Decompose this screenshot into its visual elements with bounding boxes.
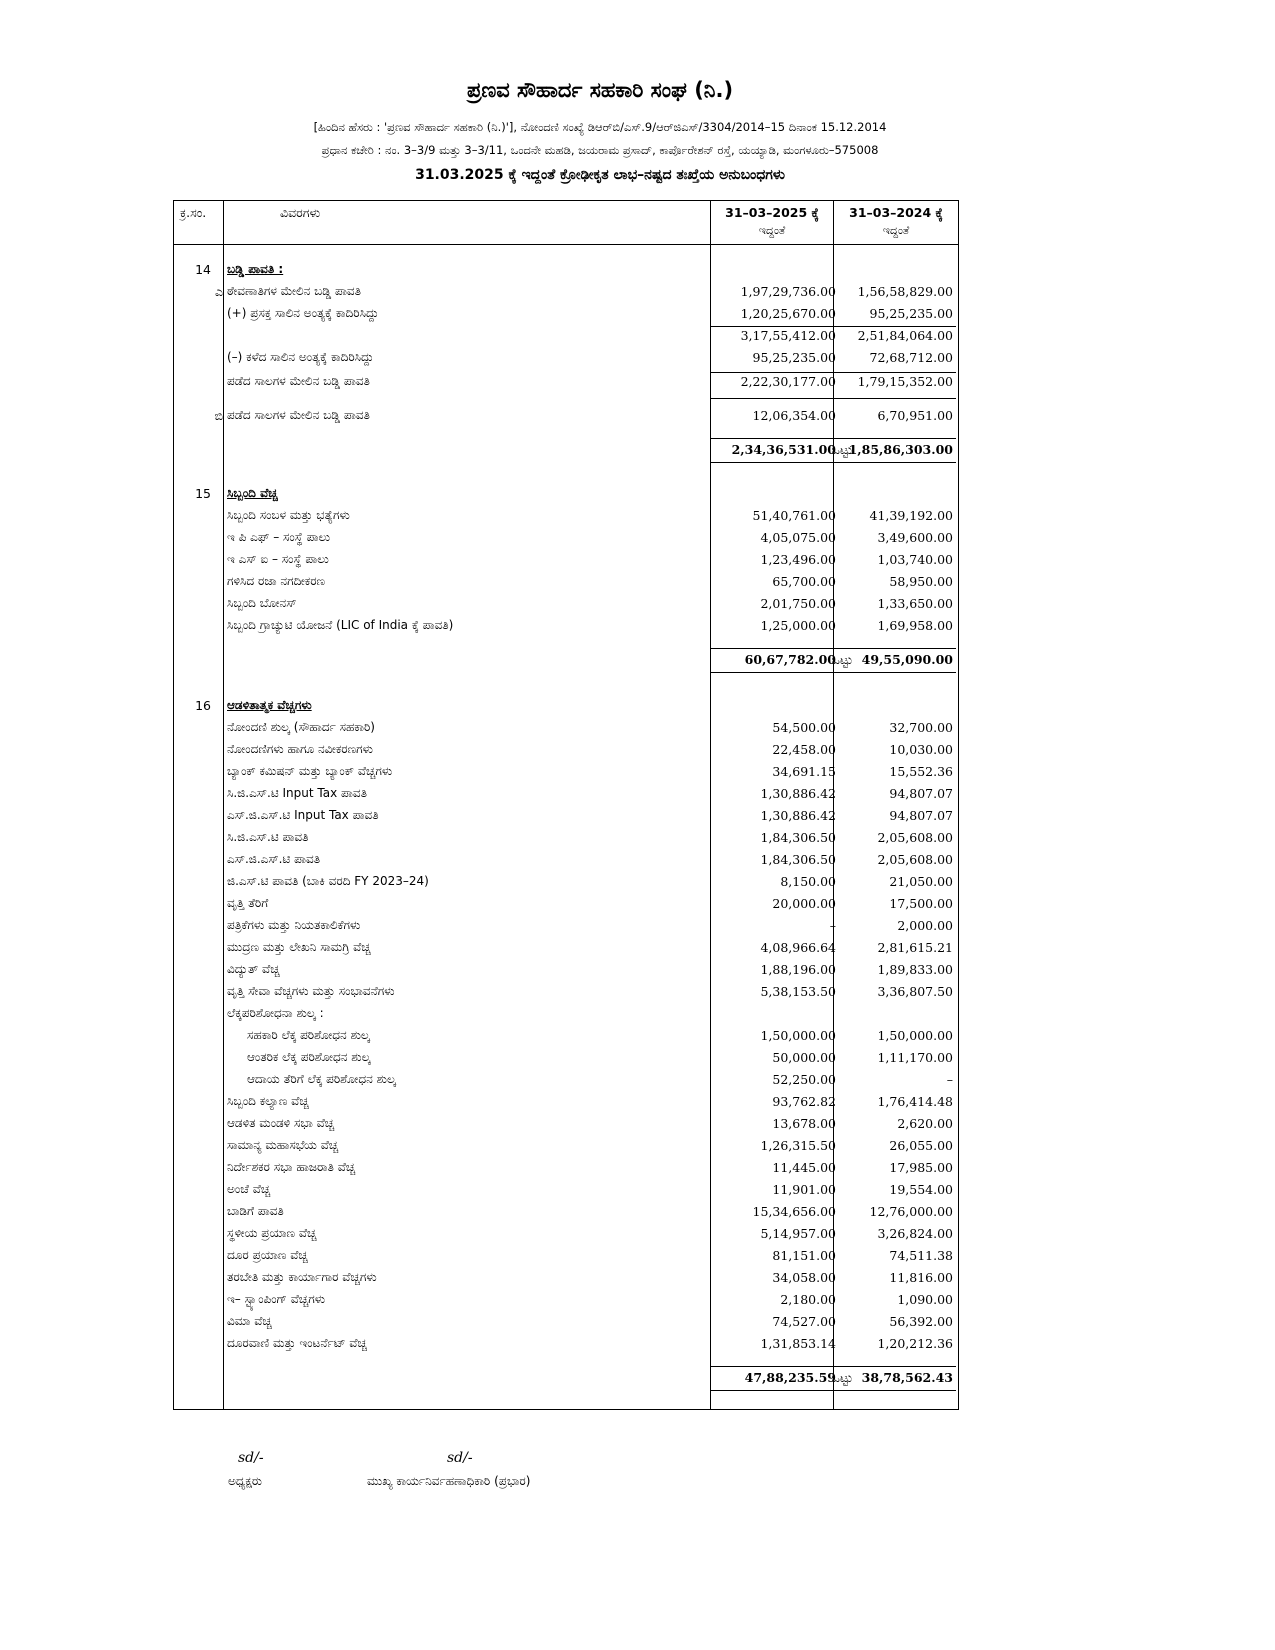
amount-2025: 11,901.00 xyxy=(772,1182,836,1197)
particulars-text: ಸಿ.ಜಿ.ಎಸ್.ಟಿ Input Tax ಪಾವತಿ xyxy=(227,786,367,800)
table-row xyxy=(173,552,959,574)
table-row xyxy=(173,1292,959,1314)
table-row xyxy=(173,764,959,786)
particulars-text: ಬಾಡಿಗೆ ಪಾವತಿ xyxy=(227,1204,284,1218)
particulars-text: ಸಿ.ಜಿ.ಎಸ್.ಟಿ ಪಾವತಿ xyxy=(227,830,309,844)
amount-2024: 1,20,212.36 xyxy=(877,1336,953,1351)
amount-2024: 3,36,807.50 xyxy=(877,984,953,999)
amount-2024: 32,700.00 xyxy=(889,720,953,735)
particulars-text: ಎಸ್.ಜಿ.ಎಸ್.ಟಿ ಪಾವತಿ xyxy=(227,852,321,866)
amount-2025: 22,458.00 xyxy=(772,742,836,757)
table-row xyxy=(173,596,959,618)
particulars-text: ವಿದ್ಯುತ್ ವೆಚ್ಚ xyxy=(227,962,280,976)
subtotal-rule xyxy=(710,648,956,649)
particulars-text: ಸಿಬ್ಬಂದಿ ಬೋನಸ್ xyxy=(227,596,297,610)
particulars-text: ಇ ಎಸ್ ಐ – ಸಂಸ್ಥೆ ಪಾಲು xyxy=(227,552,329,566)
particulars-text: ಮುದ್ರಣ ಮತ್ತು ಲೇಖನಿ ಸಾಮಗ್ರಿ ವೆಚ್ಚ xyxy=(227,940,371,954)
particulars-text: ಸ್ಥಳೀಯ ಪ್ರಯಾಣ ವೆಚ್ಚ xyxy=(227,1226,317,1240)
table-row xyxy=(173,284,959,306)
amount-2025: 1,25,000.00 xyxy=(760,618,836,633)
particulars-text: ಪಡೆದ ಸಾಲಗಳ ಮೇಲಿನ ಬಡ್ಡಿ ಪಾವತಿ xyxy=(227,374,370,388)
amount-2024: 26,055.00 xyxy=(889,1138,953,1153)
subtotal-rule xyxy=(710,1366,956,1367)
table-row xyxy=(173,1160,959,1182)
header-2024-sub: ಇದ್ದಂತೆ xyxy=(882,224,910,237)
subtotal-rule xyxy=(710,438,956,439)
particulars-text: ಲೆಕ್ಕಪರಿಶೋಧನಾ ಶುಲ್ಕ : xyxy=(227,1006,324,1020)
total-row xyxy=(173,442,959,464)
amount-2025: 81,151.00 xyxy=(772,1248,836,1263)
total-label: ಒಟ್ಟು xyxy=(831,1370,853,1385)
amount-2025: 11,445.00 xyxy=(772,1160,836,1175)
amount-2024: 15,552.36 xyxy=(889,764,953,779)
amount-2025: 54,500.00 xyxy=(772,720,836,735)
amount-2024: 12,76,000.00 xyxy=(869,1204,953,1219)
table-row xyxy=(173,408,959,430)
table-row xyxy=(173,574,959,596)
table-row xyxy=(173,720,959,742)
amount-2025: 1,20,25,670.00 xyxy=(740,306,836,321)
amount-2024: 2,81,615.21 xyxy=(877,940,953,955)
particulars-text: ಎಸ್.ಜಿ.ಎಸ್.ಟಿ Input Tax ಪಾವತಿ xyxy=(227,808,379,822)
office-address-line: ಪ್ರಧಾನ ಕಚೇರಿ : ನಂ. 3–3/9 ಮತ್ತು 3–3/11, ಒಂದನೇ ಮಹಡಿ, ಜಯರಾಮ ಪ್ರಸಾದ್, ಕಾರ್ಪೊರೇಶನ್ ರಸ್ತೆ, ಯಯ್ಯಾಡಿ, ಮಂಗಳೂರು–575008 xyxy=(321,143,879,157)
table-row xyxy=(173,742,959,764)
subtotal-rule xyxy=(710,372,956,373)
particulars-text: (+) ಪ್ರಸಕ್ತ ಸಾಲಿನ ಅಂತ್ಯಕ್ಕೆ ಕಾದಿರಿಸಿದ್ದು xyxy=(227,306,379,320)
amount-2024: 2,620.00 xyxy=(897,1116,953,1131)
subtotal-rule xyxy=(710,462,956,463)
serial-number: 15 xyxy=(195,486,211,501)
particulars-text: ಪತ್ರಿಕೆಗಳು ಮತ್ತು ನಿಯತಕಾಲಿಕೆಗಳು xyxy=(227,918,361,932)
amount-2024: 1,56,58,829.00 xyxy=(857,284,953,299)
amount-2024: 1,76,414.48 xyxy=(877,1094,953,1109)
amount-2024: 3,49,600.00 xyxy=(877,530,953,545)
table-row xyxy=(173,1138,959,1160)
particulars-text: ತರಬೇತಿ ಮತ್ತು ಕಾರ್ಯಾಗಾರ ವೆಚ್ಚಗಳು xyxy=(227,1270,377,1284)
amount-2024: 74,511.38 xyxy=(889,1248,953,1263)
header-2025: 31–03–2025 ಕ್ಕೆ xyxy=(725,205,819,220)
table-row xyxy=(173,618,959,640)
particulars-text: ಆಂತರಿಕ ಲೆಕ್ಕ ಪರಿಶೋಧನ ಶುಲ್ಕ xyxy=(247,1050,371,1064)
signature-president: sd/- xyxy=(238,1450,264,1466)
particulars-text: ಇ– ಸ್ಟ್ಯಾಂಪಿಂಗ್ ವೆಚ್ಚಗಳು xyxy=(227,1292,326,1306)
amount-2025: 65,700.00 xyxy=(772,574,836,589)
table-row xyxy=(173,786,959,808)
amount-2024: 94,807.07 xyxy=(889,786,953,801)
header-2024: 31–03–2024 ಕ್ಕೆ xyxy=(849,205,943,220)
amount-2025: 1,30,886.42 xyxy=(760,808,836,823)
amount-2024: 1,11,170.00 xyxy=(877,1050,953,1065)
total-row xyxy=(173,1370,959,1392)
table-row xyxy=(173,874,959,896)
amount-2025: 1,97,29,736.00 xyxy=(740,284,836,299)
total-row xyxy=(173,652,959,674)
signature-ceo: sd/- xyxy=(447,1450,473,1466)
amount-2024: 95,25,235.00 xyxy=(869,306,953,321)
table-row xyxy=(173,374,959,396)
amount-2024: 17,985.00 xyxy=(889,1160,953,1175)
amount-2025: 13,678.00 xyxy=(772,1116,836,1131)
table-row xyxy=(173,1006,959,1028)
particulars-text: ಸಿಬ್ಬಂದಿ ಕಲ್ಯಾಣ ವೆಚ್ಚ xyxy=(227,1094,309,1108)
amount-2025: 95,25,235.00 xyxy=(752,350,836,365)
amount-2025: 2,34,36,531.00 xyxy=(731,442,836,457)
table-row xyxy=(173,896,959,918)
amount-2024: 41,39,192.00 xyxy=(869,508,953,523)
particulars-text: ಬ್ಯಾಂಕ್ ಕಮಿಷನ್ ಮತ್ತು ಬ್ಯಾಂಕ್ ವೆಚ್ಚಗಳು xyxy=(227,764,393,778)
amount-2024: 3,26,824.00 xyxy=(877,1226,953,1241)
section-title: ಆಡಳಿತಾತ್ಮಕ ವೆಚ್ಚಗಳು xyxy=(227,698,312,712)
amount-2025: 2,01,750.00 xyxy=(760,596,836,611)
particulars-text: ದೂರವಾಣಿ ಮತ್ತು ಇಂಟರ್ನೆಟ್ ವೆಚ್ಚ xyxy=(227,1336,367,1350)
amount-2025: 1,84,306.50 xyxy=(760,830,836,845)
amount-2024: 2,05,608.00 xyxy=(877,852,953,867)
table-row xyxy=(173,306,959,328)
subtotal-rule xyxy=(710,672,956,673)
amount-2025: 2,22,30,177.00 xyxy=(740,374,836,389)
ceo-label: ಮುಖ್ಯ ಕಾರ್ಯನಿರ್ವಹಣಾಧಿಕಾರಿ (ಪ್ರಭಾರ) xyxy=(367,1474,531,1488)
amount-2024: 1,50,000.00 xyxy=(877,1028,953,1043)
amount-2025: 50,000.00 xyxy=(772,1050,836,1065)
particulars-text: ನೋಂದಣಿಗಳು ಹಾಗೂ ನವೀಕರಣಗಳು xyxy=(227,742,373,756)
section-title: ಬಡ್ಡಿ ಪಾವತಿ : xyxy=(227,262,284,276)
particulars-text: ನಿರ್ದೇಶಕರ ಸಭಾ ಹಾಜರಾತಿ ವೆಚ್ಚ xyxy=(227,1160,356,1174)
amount-2024: 58,950.00 xyxy=(889,574,953,589)
amount-2025: 51,40,761.00 xyxy=(752,508,836,523)
table-row xyxy=(173,1336,959,1358)
amount-2025: 1,88,196.00 xyxy=(760,962,836,977)
amount-2025: 1,50,000.00 xyxy=(760,1028,836,1043)
amount-2024: 19,554.00 xyxy=(889,1182,953,1197)
amount-2024: 1,85,86,303.00 xyxy=(848,442,953,457)
amount-2025: 52,250.00 xyxy=(772,1072,836,1087)
section-heading-row xyxy=(173,262,959,284)
table-row xyxy=(173,852,959,874)
table-row xyxy=(173,1204,959,1226)
particulars-text: ಜಿ.ಎಸ್.ಟಿ ಪಾವತಿ (ಬಾಕಿ ವರದಿ FY 2023–24) xyxy=(227,874,429,888)
amount-2024: 2,05,608.00 xyxy=(877,830,953,845)
particulars-text: ಠೇವಣಾತಿಗಳ ಮೇಲಿನ ಬಡ್ಡಿ ಪಾವತಿ xyxy=(227,284,361,298)
table-row xyxy=(173,1226,959,1248)
amount-2025: 4,05,075.00 xyxy=(760,530,836,545)
amount-2025: 60,67,782.00 xyxy=(744,652,836,667)
serial-number: 14 xyxy=(195,262,211,277)
subtotal-rule xyxy=(710,1390,956,1391)
table-row xyxy=(173,1072,959,1094)
amount-2025: 1,26,315.50 xyxy=(760,1138,836,1153)
table-row xyxy=(173,1182,959,1204)
table-row xyxy=(173,1050,959,1072)
header-serial-no: ಕ್ರ.ಸಂ. xyxy=(180,205,207,220)
amount-2024: 1,33,650.00 xyxy=(877,596,953,611)
amount-2024: 49,55,090.00 xyxy=(861,652,953,667)
subtotal-rule xyxy=(710,398,956,399)
amount-2025: 15,34,656.00 xyxy=(752,1204,836,1219)
amount-2025: 1,30,886.42 xyxy=(760,786,836,801)
table-row xyxy=(173,808,959,830)
amount-2025: 34,691.15 xyxy=(772,764,836,779)
particulars-text: ದೂರ ಪ್ರಯಾಣ ವೆಚ್ಚ xyxy=(227,1248,308,1262)
amount-2024: 6,70,951.00 xyxy=(877,408,953,423)
amount-2025: 1,31,853.14 xyxy=(760,1336,836,1351)
table-row xyxy=(173,918,959,940)
amount-2025: 1,84,306.50 xyxy=(760,852,836,867)
subtotal-rule xyxy=(710,326,956,327)
sub-item-label: ಬಿ xyxy=(214,408,223,423)
amount-2024: – xyxy=(946,1072,953,1087)
amount-2025: 2,180.00 xyxy=(780,1292,836,1307)
amount-2025: 20,000.00 xyxy=(772,896,836,911)
particulars-text: ಆಡಳಿತ ಮಂಡಳಿ ಸಭಾ ವೆಚ್ಚ xyxy=(227,1116,335,1130)
amount-2024: 72,68,712.00 xyxy=(869,350,953,365)
total-label: ಒಟ್ಟು xyxy=(831,652,853,667)
table-row xyxy=(173,1028,959,1050)
amount-2025: – xyxy=(829,918,836,933)
amount-2024: 1,89,833.00 xyxy=(877,962,953,977)
amount-2024: 2,51,84,064.00 xyxy=(857,328,953,343)
total-label: ಒಟ್ಟು xyxy=(831,442,853,457)
amount-2025: 3,17,55,412.00 xyxy=(740,328,836,343)
particulars-text: ಸಹಕಾರಿ ಲೆಕ್ಕ ಪರಿಶೋಧನ ಶುಲ್ಕ xyxy=(247,1028,370,1042)
amount-2025: 4,08,966.64 xyxy=(760,940,836,955)
amount-2024: 10,030.00 xyxy=(889,742,953,757)
amount-2024: 11,816.00 xyxy=(889,1270,953,1285)
amount-2024: 2,000.00 xyxy=(897,918,953,933)
table-row xyxy=(173,1314,959,1336)
table-row xyxy=(173,508,959,530)
particulars-text: ಗಳಿಸಿದ ರಜಾ ನಗದೀಕರಣ xyxy=(227,574,326,588)
amount-2025: 93,762.82 xyxy=(772,1094,836,1109)
amount-2025: 8,150.00 xyxy=(780,874,836,889)
amount-2024: 1,79,15,352.00 xyxy=(857,374,953,389)
amount-2024: 38,78,562.43 xyxy=(861,1370,953,1385)
particulars-text: ಇ ಪಿ ಎಫ್ – ಸಂಸ್ಥೆ ಪಾಲು xyxy=(227,530,331,544)
table-row xyxy=(173,1248,959,1270)
amount-2024: 1,090.00 xyxy=(897,1292,953,1307)
section-title: ಸಿಬ್ಬಂದಿ ವೆಚ್ಚ xyxy=(227,486,278,500)
amount-2025: 1,23,496.00 xyxy=(760,552,836,567)
president-label: ಅಧ್ಯಕ್ಷರು xyxy=(228,1474,262,1488)
particulars-text: (–) ಕಳೆದ ಸಾಲಿನ ಅಂತ್ಯಕ್ಕೆ ಕಾದಿರಿಸಿದ್ದು xyxy=(227,350,374,364)
header-2025-sub: ಇದ್ದಂತೆ xyxy=(758,224,786,237)
serial-number: 16 xyxy=(195,698,211,713)
amount-2024: 17,500.00 xyxy=(889,896,953,911)
table-row xyxy=(173,328,959,350)
amount-2025: 47,88,235.59 xyxy=(744,1370,836,1385)
particulars-text: ವೃತ್ತಿ ಸೇವಾ ವೆಚ್ಚಗಳು ಮತ್ತು ಸಂಭಾವನೆಗಳು xyxy=(227,984,395,998)
amount-2024: 56,392.00 xyxy=(889,1314,953,1329)
document-title: ಪ್ರಣವ ಸೌಹಾರ್ದ ಸಹಕಾರಿ ಸಂಘ (ನಿ.) xyxy=(466,78,734,102)
table-row xyxy=(173,984,959,1006)
section-heading-row xyxy=(173,486,959,508)
amount-2024: 94,807.07 xyxy=(889,808,953,823)
table-row xyxy=(173,530,959,552)
particulars-text: ಸಿಬ್ಬಂದಿ ಗ್ರಾಚ್ಯುಟಿ ಯೋಜನೆ (LIC of India ಕ್ಕೆ ಪಾವತಿ) xyxy=(227,618,454,632)
particulars-text: ಆದಾಯ ತೆರಿಗೆ ಲೆಕ್ಕ ಪರಿಶೋಧನ ಶುಲ್ಕ xyxy=(247,1072,396,1086)
amount-2025: 74,527.00 xyxy=(772,1314,836,1329)
particulars-text: ನೋಂದಣಿ ಶುಲ್ಕ (ಸೌಹಾರ್ದ ಸಹಕಾರಿ) xyxy=(227,720,375,734)
particulars-text: ವಿಮಾ ವೆಚ್ಚ xyxy=(227,1314,272,1328)
header-rule xyxy=(173,244,959,245)
amount-2024: 1,69,958.00 xyxy=(877,618,953,633)
amount-2025: 5,38,153.50 xyxy=(760,984,836,999)
table-row xyxy=(173,350,959,372)
amount-2025: 5,14,957.00 xyxy=(760,1226,836,1241)
particulars-text: ವೃತ್ತಿ ತೆರಿಗೆ xyxy=(227,896,269,910)
table-row xyxy=(173,1270,959,1292)
header-particulars: ವಿವರಗಳು xyxy=(280,205,321,220)
table-row xyxy=(173,940,959,962)
amount-2024: 21,050.00 xyxy=(889,874,953,889)
amount-2025: 34,058.00 xyxy=(772,1270,836,1285)
sub-item-label: ಎ xyxy=(214,284,223,299)
table-row xyxy=(173,1116,959,1138)
particulars-text: ಸಾಮಾನ್ಯ ಮಹಾಸಭೆಯ ವೆಚ್ಚ xyxy=(227,1138,339,1152)
section-heading-row xyxy=(173,698,959,720)
particulars-text: ಪಡೆದ ಸಾಲಗಳ ಮೇಲಿನ ಬಡ್ಡಿ ಪಾವತಿ xyxy=(227,408,370,422)
registration-line: [ಹಿಂದಿನ ಹೆಸರು : 'ಪ್ರಣವ ಸೌಹಾರ್ದ ಸಹಕಾರಿ (ನಿ.)'], ನೋಂದಣಿ ಸಂಖ್ಯೆ ಡಿಆರ್‌ಬಿ/ಎಸ್.9/ಆರ್‌ಜಿಎಸ್/3304/2014–15 ದಿನಾಂಕ 15.12.2014 xyxy=(313,120,887,134)
statement-title: 31.03.2025 ಕ್ಕೆ ಇದ್ದಂತೆ ಕ್ರೋಢೀಕೃತ ಲಾಭ–ನಷ್ಟದ ತಃಖ್ತೆಯ ಅನುಬಂಧಗಳು xyxy=(415,167,785,183)
amount-2025: 12,06,354.00 xyxy=(752,408,836,423)
amount-2024: 1,03,740.00 xyxy=(877,552,953,567)
table-row xyxy=(173,962,959,984)
table-row xyxy=(173,1094,959,1116)
particulars-text: ಅಂಚೆ ವೆಚ್ಚ xyxy=(227,1182,271,1196)
table-row xyxy=(173,830,959,852)
particulars-text: ಸಿಬ್ಬಂದಿ ಸಂಬಳ ಮತ್ತು ಭತ್ಯೆಗಳು xyxy=(227,508,350,522)
